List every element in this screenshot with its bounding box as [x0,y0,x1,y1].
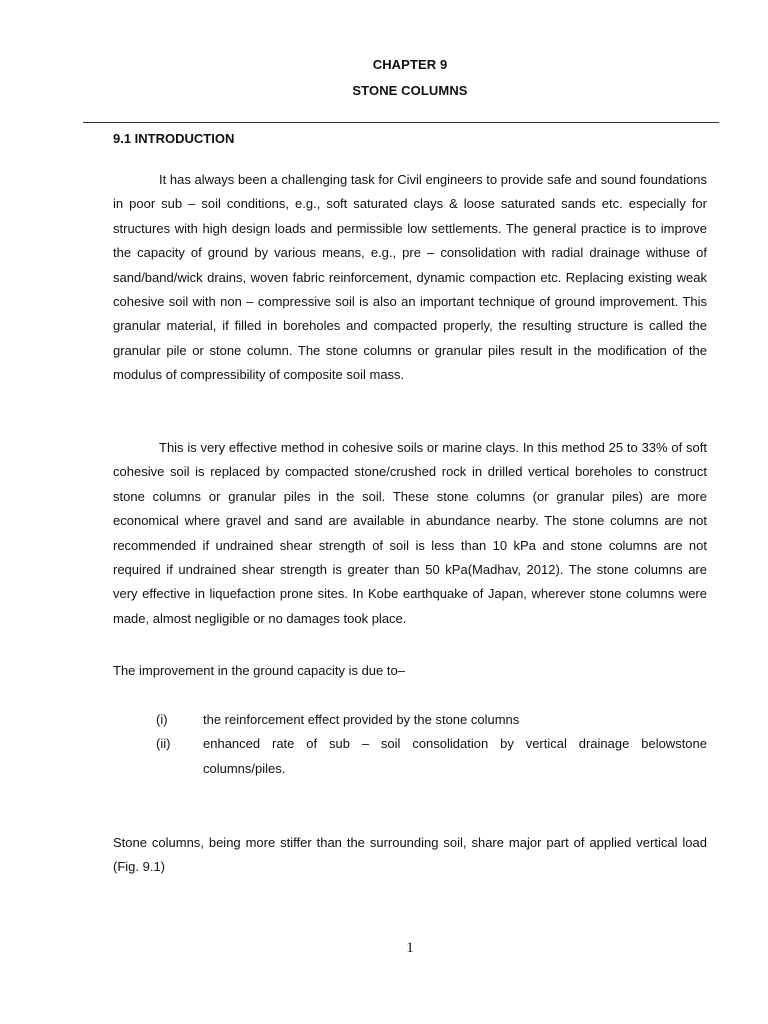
list-item-text: enhanced rate of sub – soil consolidation by vertical drainage belowstone columns/piles. [203,736,707,776]
chapter-title: STONE COLUMNS [352,83,468,98]
list-item [113,732,707,781]
paragraph-improvement-lead: The improvement in the ground capacity is due to– [113,663,405,678]
list-marker: (ii) [156,736,171,752]
list-item [113,708,707,732]
header-divider [83,122,719,123]
list-item-text: the reinforcement effect provided by the stone columns [203,712,520,727]
paragraph-intro: It has always been a challenging task for Civil engineers to provide safe and sound foundations in poor sub – soil conditions, e.g., soft saturated clays & loose saturated sands etc. especially for structures with high design loads and permissible low settlements. The general practice is to improve the capacity of ground by various means, e.g., pre – consolidation with radial drainage withuse of sand/band/wick drains, woven fabric reinforcement, dynamic compaction etc. Replacing existing weak cohesive soil with non – compressive soil is also an important technique of ground improvement. This granular material, if filled in boreholes and compacted properly, the resulting structure is called the granular pile or stone column. The stone columns or granular piles result in the modification of the modulus of compressibility of composite soil mass. [113,172,707,383]
list-marker: (i) [156,712,168,727]
page-number: 1 [406,940,414,956]
paragraph-method: This is very effective method in cohesive soils or marine clays. In this method 25 to 33% of soft cohesive soil is replaced by compacted stone/crushed rock in drilled vertical boreholes to construct stone columns or granular piles in the soil. These stone columns (or granular piles) are more economical where gravel and sand are available in abundance nearby. The stone columns are not recommended if undrained shear strength of soil is less than 10 kPa and stone columns are not required if undrained shear strength is greater than 50 kPa(Madhav, 2012). The stone columns are very effective in liquefaction prone sites. In Kobe earthquake of Japan, wherever stone columns were made, almost negligible or no damages took place. [113,440,707,626]
section-heading: 9.1 INTRODUCTION [113,131,235,146]
chapter-number: CHAPTER 9 [372,57,448,72]
improvement-list [113,708,707,781]
paragraph-load-share: Stone columns, being more stiffer than the surrounding soil, share major part of applied vertical load (Fig. 9.1) [113,835,707,875]
